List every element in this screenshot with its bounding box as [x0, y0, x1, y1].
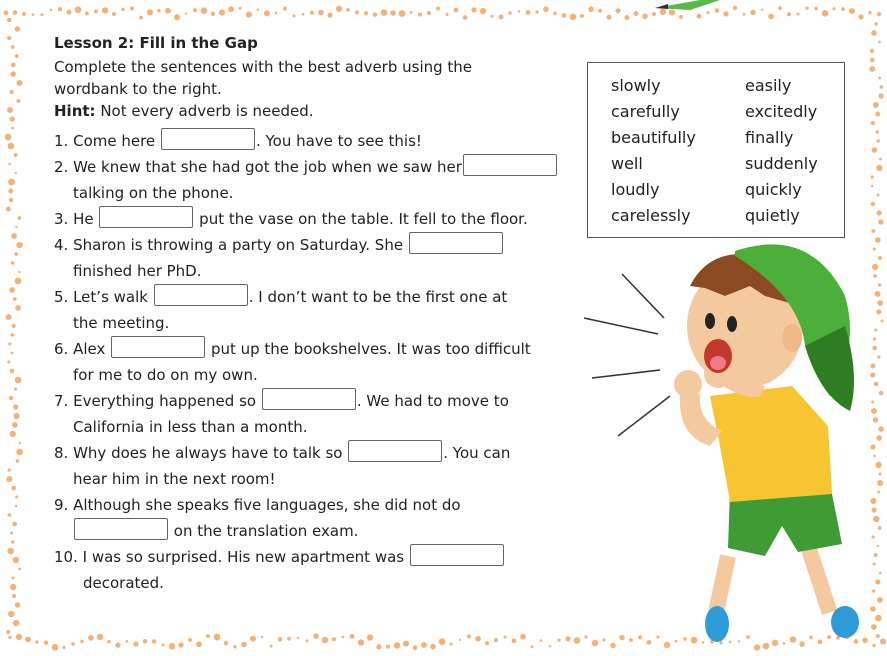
word-easily: easily: [745, 76, 792, 95]
word-carelessly: carelessly: [611, 206, 691, 225]
word-well: well: [611, 154, 643, 173]
lesson-title: Lesson 2: Fill in the Gap: [54, 34, 258, 52]
sentence-4-continued: finished her PhD.: [73, 262, 202, 280]
sentence-7-continued: California in less than a month.: [73, 418, 308, 436]
gap-input-4[interactable]: [409, 232, 503, 254]
word-excitedly: excitedly: [745, 102, 818, 121]
word-loudly: loudly: [611, 180, 660, 199]
word-quietly: quietly: [745, 206, 800, 225]
gap-input-2[interactable]: [463, 154, 557, 176]
sentence-2: 2. We knew that she had got the job when we saw her: [54, 154, 594, 180]
sentence-6: 6. Alex put up the bookshelves. It was too difficult: [54, 336, 594, 362]
sentence-4: 4. Sharon is throwing a party on Saturday. She: [54, 232, 594, 258]
gap-input-8[interactable]: [348, 440, 442, 462]
sentence-9: 9. Although she speaks five languages, she did not do: [54, 496, 461, 514]
sentence-10: 10. I was so surprised. His new apartment was: [54, 544, 594, 570]
sentence-7: 7. Everything happened so . We had to move to: [54, 388, 594, 414]
hint-text: Not every adverb is needed.: [100, 102, 314, 120]
gap-input-6[interactable]: [111, 336, 205, 358]
instructions: Complete the sentences with the best adverb using the wordbank to the right.: [54, 58, 473, 98]
sentence-list: [54, 128, 594, 596]
worksheet: [54, 34, 594, 596]
gap-input-10[interactable]: [410, 544, 504, 566]
pencil-icon: [655, 0, 720, 10]
wordbank-column-right: [745, 73, 818, 229]
gap-input-3[interactable]: [99, 206, 193, 228]
wordbank: [587, 62, 845, 238]
shout-lines-icon: [584, 274, 670, 436]
sentence-10-continued: decorated.: [83, 574, 164, 592]
word-carefully: carefully: [611, 102, 680, 121]
hint: [54, 100, 594, 122]
sentence-3: 3. He put the vase on the table. It fell to the floor.: [54, 206, 594, 232]
sentence-1: 1. Come here . You have to see this!: [54, 128, 594, 154]
gap-input-9[interactable]: [74, 518, 168, 540]
gap-input-1[interactable]: [161, 128, 255, 150]
shouting-boy-illustration: [560, 226, 887, 651]
wordbank-column-left: [611, 73, 696, 229]
word-quickly: quickly: [745, 180, 802, 199]
sentence-5-continued: the meeting.: [73, 314, 170, 332]
sentence-9-continued: on the translation exam.: [54, 518, 594, 544]
sentence-8: 8. Why does he always have to talk so . You can: [54, 440, 594, 466]
gap-input-5[interactable]: [154, 284, 248, 306]
hint-label: Hint:: [54, 102, 96, 120]
word-suddenly: suddenly: [745, 154, 818, 173]
word-finally: finally: [745, 128, 794, 147]
gap-input-7[interactable]: [262, 388, 356, 410]
sentence-8-continued: hear him in the next room!: [73, 470, 276, 488]
word-slowly: slowly: [611, 76, 661, 95]
sentence-6-continued: for me to do on my own.: [73, 366, 258, 384]
word-beautifully: beautifully: [611, 128, 696, 147]
sentence-5: 5. Let’s walk . I don’t want to be the first one at: [54, 284, 594, 310]
sentence-2-continued: talking on the phone.: [73, 184, 234, 202]
